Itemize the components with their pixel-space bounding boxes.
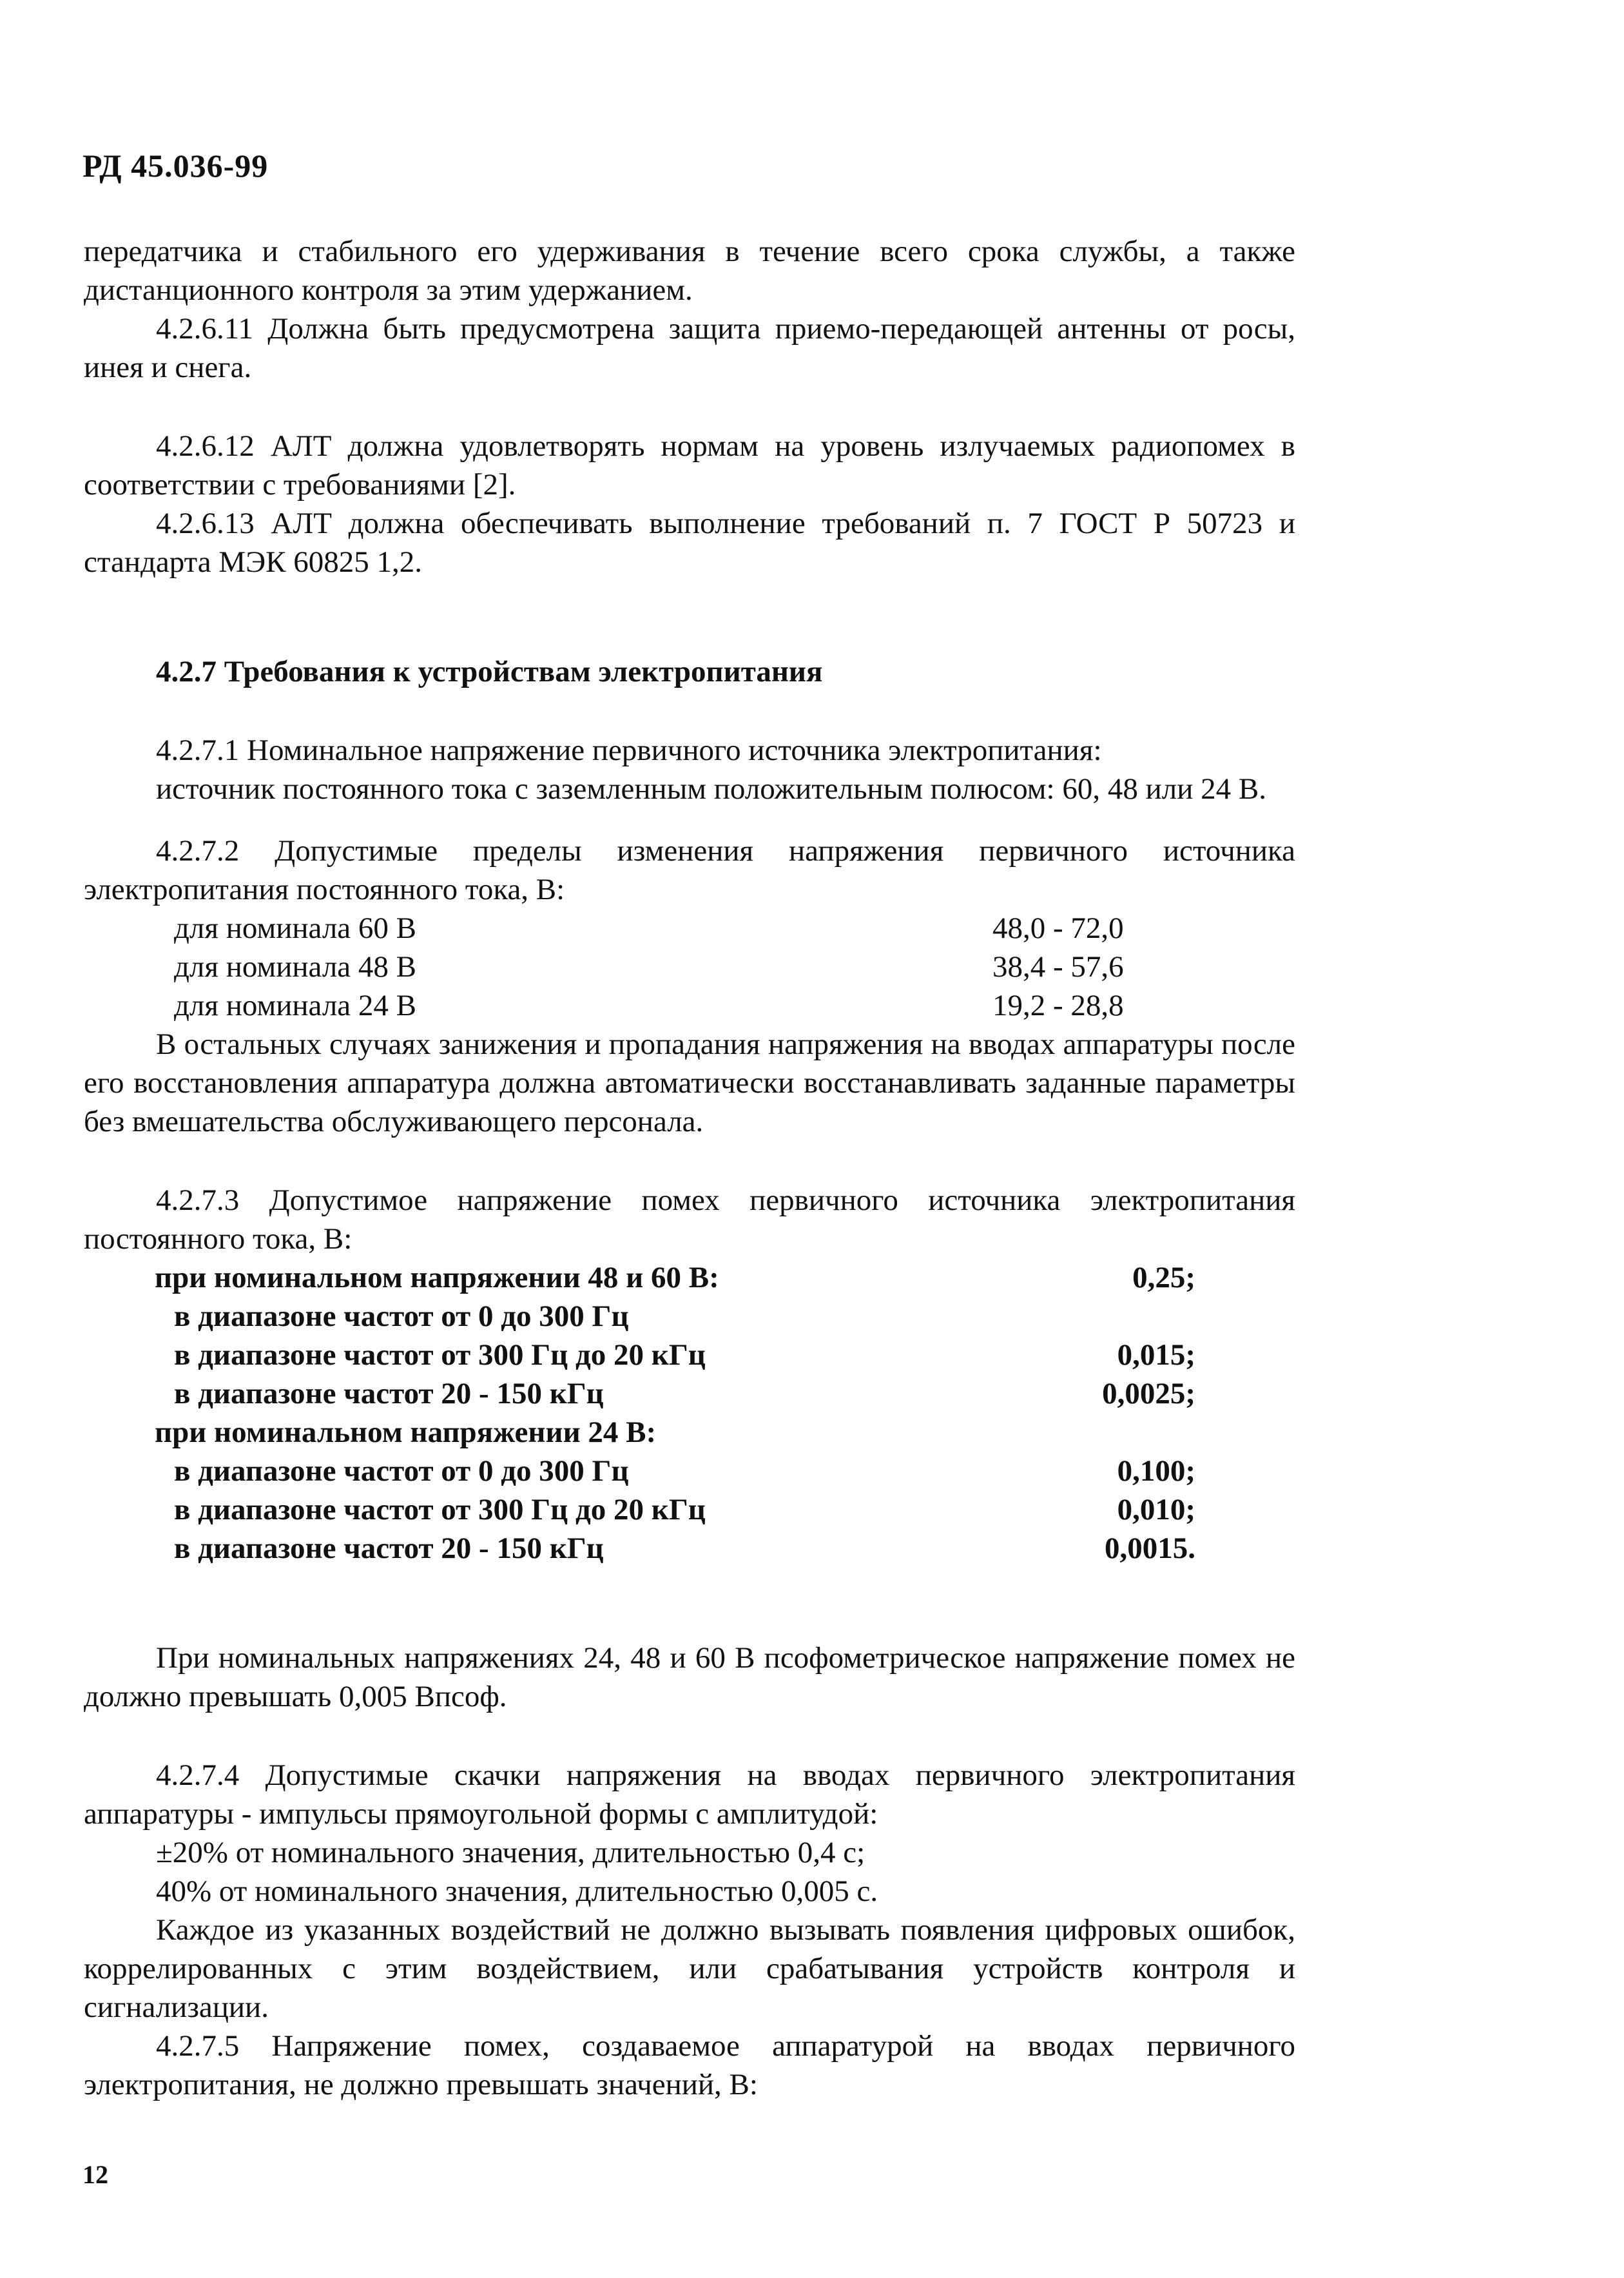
noise-voltage-row xyxy=(84,1258,1295,1297)
noise-voltage-label: при номинальном напряжении 24 В: xyxy=(155,1416,657,1449)
voltage-range-value: 48,0 - 72,0 xyxy=(992,911,1124,945)
noise-voltage-label: при номинальном напряжении 48 и 60 В: xyxy=(155,1261,719,1294)
document-code: РД 45.036-99 xyxy=(82,148,269,184)
noise-voltage-row xyxy=(84,1452,1295,1490)
paragraph-4-2-6-12: 4.2.6.12 АЛТ должна удовлетворять нормам на уровень излучаемых радиопомех в соответствии с требованиями [2]. xyxy=(84,429,1295,501)
document-body xyxy=(84,232,1295,2104)
voltage-range-value: 38,4 - 57,6 xyxy=(992,950,1124,984)
paragraph-continuation: передатчика и стабильного его удерживания в течение всего срока службы, а также дистанционного контроля за этим удержанием. xyxy=(84,235,1295,307)
noise-voltage-row xyxy=(84,1297,1295,1336)
voltage-range-table xyxy=(84,909,1295,1025)
voltage-range-row xyxy=(84,948,1295,986)
paragraph-4-2-7-1-source: источник постоянного тока с заземленным положительным полюсом: 60, 48 или 24 В. xyxy=(156,772,1266,806)
noise-voltage-label: в диапазоне частот от 0 до 300 Гц xyxy=(174,1454,629,1488)
noise-voltage-rows xyxy=(84,1258,1295,1568)
noise-voltage-label: в диапазоне частот 20 - 150 кГц xyxy=(174,1532,604,1565)
noise-voltage-value: 0,015; xyxy=(1117,1338,1195,1372)
paragraph-4-2-7-4: 4.2.7.4 Допустимые скачки напряжения на вводах первичного электропитания аппаратуры - импульсы прямоугольной формы с амплитудой: xyxy=(84,1758,1295,1831)
noise-voltage-value xyxy=(938,1413,1295,1452)
paragraph-digital-errors: Каждое из указанных воздействий не должно вызывать появления цифровых ошибок, коррелированных с этим воздействием, или срабатывания устройств контроля и сигнализации. xyxy=(84,1913,1295,2024)
paragraph-4-2-6-11: 4.2.6.11 Должна быть предусмотрена защита приемо-передающей антенны от росы, инея и снега. xyxy=(84,312,1295,384)
page-number: 12 xyxy=(82,2160,108,2189)
noise-voltage-value: 0,0025; xyxy=(1102,1377,1195,1410)
voltage-range-label: для номинала 60 В xyxy=(174,911,416,945)
noise-voltage-label: в диапазоне частот от 300 Гц до 20 кГц xyxy=(174,1338,706,1372)
noise-voltage-table xyxy=(84,1258,1295,1568)
paragraph-psophometric: При номинальных напряжениях 24, 48 и 60 В псофометрическое напряжение помех не должно превышать 0,005 Впсоф. xyxy=(84,1641,1295,1713)
noise-voltage-value xyxy=(938,1297,1295,1336)
voltage-range-rows xyxy=(84,909,1295,1025)
paragraph-restore-params: В остальных случаях занижения и пропадания напряжения на вводах аппаратуры после его восстановления аппаратура должна автоматически восстанавливать заданные параметры без вмешательства обслуживающего персонала. xyxy=(84,1027,1295,1138)
noise-voltage-label: в диапазоне частот от 300 Гц до 20 кГц xyxy=(174,1493,706,1526)
noise-voltage-value: 0,0015. xyxy=(1105,1532,1195,1565)
voltage-range-row xyxy=(84,986,1295,1025)
paragraph-4-2-6-13: 4.2.6.13 АЛТ должна обеспечивать выполнение требований п. 7 ГОСТ Р 50723 и стандарта МЭК 60825 1,2. xyxy=(84,507,1295,579)
paragraph-4-2-7-1: 4.2.7.1 Номинальное напряжение первичного источника электропитания: xyxy=(156,734,1102,767)
noise-voltage-row xyxy=(84,1336,1295,1374)
noise-voltage-value: 0,100; xyxy=(1117,1454,1195,1488)
paragraph-4-2-7-2: 4.2.7.2 Допустимые пределы изменения напряжения первичного источника электропитания постоянного тока, В: xyxy=(84,834,1295,906)
noise-voltage-label: в диапазоне частот от 0 до 300 Гц xyxy=(174,1300,629,1333)
list-item-surge-1: ±20% от номинального значения, длительностью 0,4 с; xyxy=(156,1836,865,1869)
noise-voltage-row xyxy=(84,1374,1295,1413)
voltage-range-label: для номинала 48 В xyxy=(174,950,416,984)
paragraph-4-2-7-5: 4.2.7.5 Напряжение помех, создаваемое аппаратурой на вводах первичного электропитания, не должно превышать значений, В: xyxy=(84,2029,1295,2101)
noise-voltage-label: в диапазоне частот 20 - 150 кГц xyxy=(174,1377,604,1410)
noise-voltage-value: 0,25; xyxy=(1132,1261,1195,1294)
noise-voltage-row xyxy=(84,1490,1295,1529)
section-title-4-2-7: 4.2.7 Требования к устройствам электропитания xyxy=(156,655,823,688)
noise-voltage-value: 0,010; xyxy=(1117,1493,1195,1526)
voltage-range-value: 19,2 - 28,8 xyxy=(992,989,1124,1022)
voltage-range-label: для номинала 24 В xyxy=(174,989,416,1022)
voltage-range-row xyxy=(84,909,1295,948)
noise-voltage-row xyxy=(84,1413,1295,1452)
paragraph-4-2-7-3: 4.2.7.3 Допустимое напряжение помех первичного источника электропитания постоянного тока, В: xyxy=(84,1183,1295,1256)
list-item-surge-2: 40% от номинального значения, длительностью 0,005 с. xyxy=(156,1874,878,1908)
noise-voltage-row xyxy=(84,1529,1295,1568)
